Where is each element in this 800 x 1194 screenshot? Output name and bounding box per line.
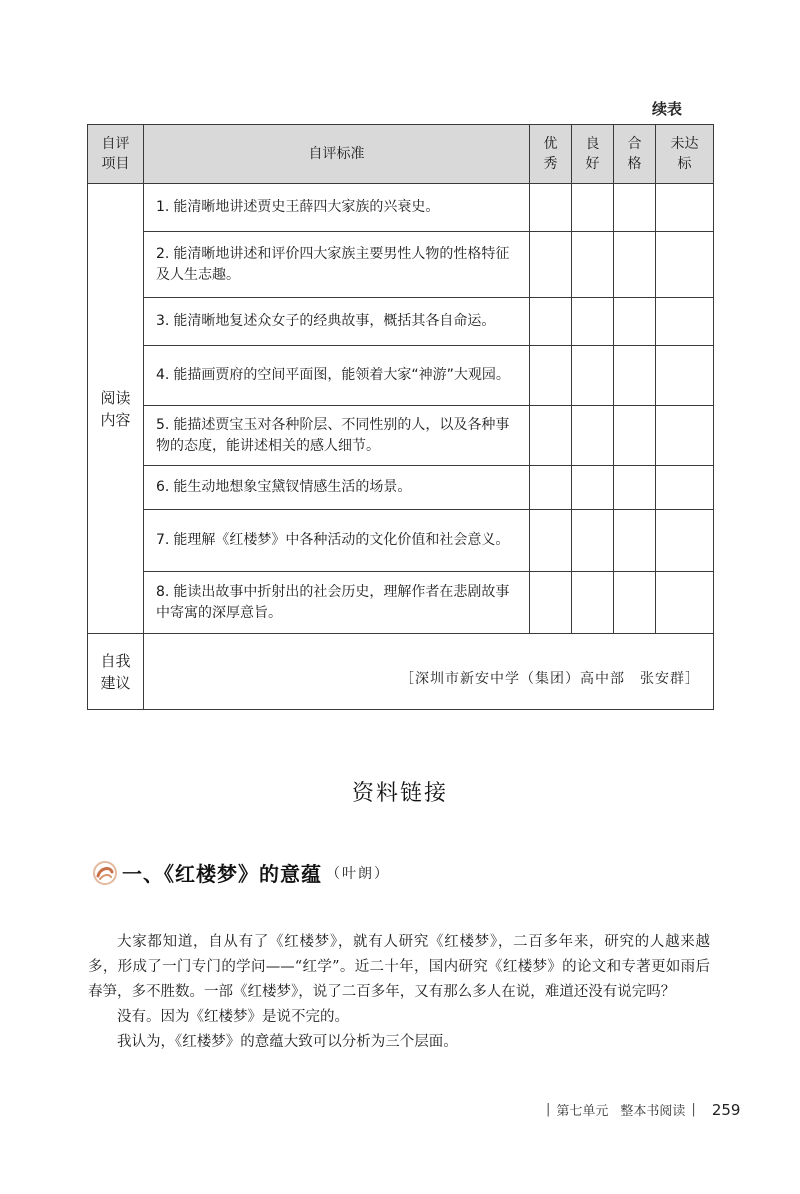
table-row bbox=[88, 298, 714, 346]
grade-good-cell[interactable] bbox=[572, 466, 614, 510]
page-number: 259 bbox=[711, 1100, 741, 1119]
grade-excellent-cell[interactable] bbox=[530, 346, 572, 406]
grade-pass-cell[interactable] bbox=[614, 298, 656, 346]
swirl-icon bbox=[92, 860, 118, 886]
criterion-7: 7. 能理解《红楼梦》中各种活动的文化价值和社会意义。 bbox=[144, 510, 530, 572]
grade-fail-cell[interactable] bbox=[656, 466, 714, 510]
grade-pass-cell[interactable] bbox=[614, 572, 656, 634]
grade-fail-cell[interactable] bbox=[656, 232, 714, 298]
header-excellent: 优秀 bbox=[530, 125, 572, 184]
table-row bbox=[88, 184, 714, 232]
continued-label: 续表 bbox=[652, 100, 683, 118]
author-credit: ［深圳市新安中学（集团）高中部 张安群］ bbox=[400, 671, 700, 687]
grade-excellent-cell[interactable] bbox=[530, 510, 572, 572]
grade-excellent-cell[interactable] bbox=[530, 572, 572, 634]
grade-pass-cell[interactable] bbox=[614, 466, 656, 510]
table-row bbox=[88, 346, 714, 406]
header-pass: 合格 bbox=[614, 125, 656, 184]
table-row bbox=[88, 510, 714, 572]
criterion-3: 3. 能清晰地复述众女子的经典故事，概括其各自命运。 bbox=[144, 298, 530, 346]
grade-pass-cell[interactable] bbox=[614, 232, 656, 298]
table-row bbox=[88, 406, 714, 466]
table-row bbox=[88, 466, 714, 510]
footer-divider: | bbox=[691, 1102, 696, 1117]
grade-good-cell[interactable] bbox=[572, 232, 614, 298]
section-title: 资料链接 bbox=[351, 781, 448, 806]
footer-divider: | bbox=[546, 1102, 551, 1117]
self-evaluation-table bbox=[87, 124, 714, 710]
table-row bbox=[88, 232, 714, 298]
grade-good-cell[interactable] bbox=[572, 298, 614, 346]
grade-fail-cell[interactable] bbox=[656, 510, 714, 572]
grade-excellent-cell[interactable] bbox=[530, 466, 572, 510]
footer-unit: 第七单元 bbox=[556, 1104, 609, 1119]
footer-topic: 整本书阅读 bbox=[620, 1104, 686, 1119]
grade-pass-cell[interactable] bbox=[614, 406, 656, 466]
criterion-8: 8. 能读出故事中折射出的社会历史，理解作者在悲剧故事中寄寓的深厚意旨。 bbox=[144, 572, 530, 634]
subsection-author: （叶朗） bbox=[326, 865, 390, 882]
grade-fail-cell[interactable] bbox=[656, 346, 714, 406]
table-header-row bbox=[88, 125, 714, 184]
grade-good-cell[interactable] bbox=[572, 572, 614, 634]
reading-category-cell: 阅读内容 bbox=[88, 184, 144, 634]
header-fail: 未达标 bbox=[656, 125, 714, 184]
grade-pass-cell[interactable] bbox=[614, 346, 656, 406]
subsection-heading bbox=[92, 858, 390, 887]
grade-excellent-cell[interactable] bbox=[530, 232, 572, 298]
suggestion-category-cell: 自我建议 bbox=[88, 634, 144, 710]
grade-good-cell[interactable] bbox=[572, 510, 614, 572]
grade-excellent-cell[interactable] bbox=[530, 184, 572, 232]
body-text bbox=[88, 930, 710, 1055]
grade-pass-cell[interactable] bbox=[614, 510, 656, 572]
criterion-2: 2. 能清晰地讲述和评价四大家族主要男性人物的性格特征及人生志趣。 bbox=[144, 232, 530, 298]
grade-fail-cell[interactable] bbox=[656, 572, 714, 634]
table-row bbox=[88, 572, 714, 634]
grade-fail-cell[interactable] bbox=[656, 184, 714, 232]
header-standard: 自评标准 bbox=[144, 125, 530, 184]
criterion-4: 4. 能描画贾府的空间平面图，能领着大家“神游”大观园。 bbox=[144, 346, 530, 406]
criterion-6: 6. 能生动地想象宝黛钗情感生活的场景。 bbox=[144, 466, 530, 510]
grade-good-cell[interactable] bbox=[572, 346, 614, 406]
grade-excellent-cell[interactable] bbox=[530, 406, 572, 466]
grade-good-cell[interactable] bbox=[572, 406, 614, 466]
header-good: 良好 bbox=[572, 125, 614, 184]
grade-excellent-cell[interactable] bbox=[530, 298, 572, 346]
grade-good-cell[interactable] bbox=[572, 184, 614, 232]
paragraph: 我认为，《红楼梦》的意蕴大致可以分析为三个层面。 bbox=[117, 1034, 458, 1050]
paragraph: 大家都知道，自从有了《红楼梦》，就有人研究《红楼梦》，二百多年来，研究的人越来越多，形成了一门专门的学问——“红学”。近二十年，国内研究《红楼梦》的论文和专著更如雨后春笋，多不胜数。一部《红楼梦》，说了二百多年，又有那么多人在说，难道还没有说完吗？ bbox=[88, 934, 710, 1000]
grade-fail-cell[interactable] bbox=[656, 298, 714, 346]
paragraph: 没有。因为《红楼梦》是说不完的。 bbox=[117, 1009, 349, 1025]
page-footer bbox=[540, 1100, 740, 1119]
header-category: 自评项目 bbox=[88, 125, 144, 184]
grade-fail-cell[interactable] bbox=[656, 406, 714, 466]
subsection-title: 一、《红楼梦》的意蕴 bbox=[122, 862, 322, 886]
grade-pass-cell[interactable] bbox=[614, 184, 656, 232]
criterion-5: 5. 能描述贾宝玉对各种阶层、不同性别的人，以及各种事物的态度，能讲述相关的感人细节。 bbox=[144, 406, 530, 466]
criterion-1: 1. 能清晰地讲述贾史王薛四大家族的兴衰史。 bbox=[144, 184, 530, 232]
